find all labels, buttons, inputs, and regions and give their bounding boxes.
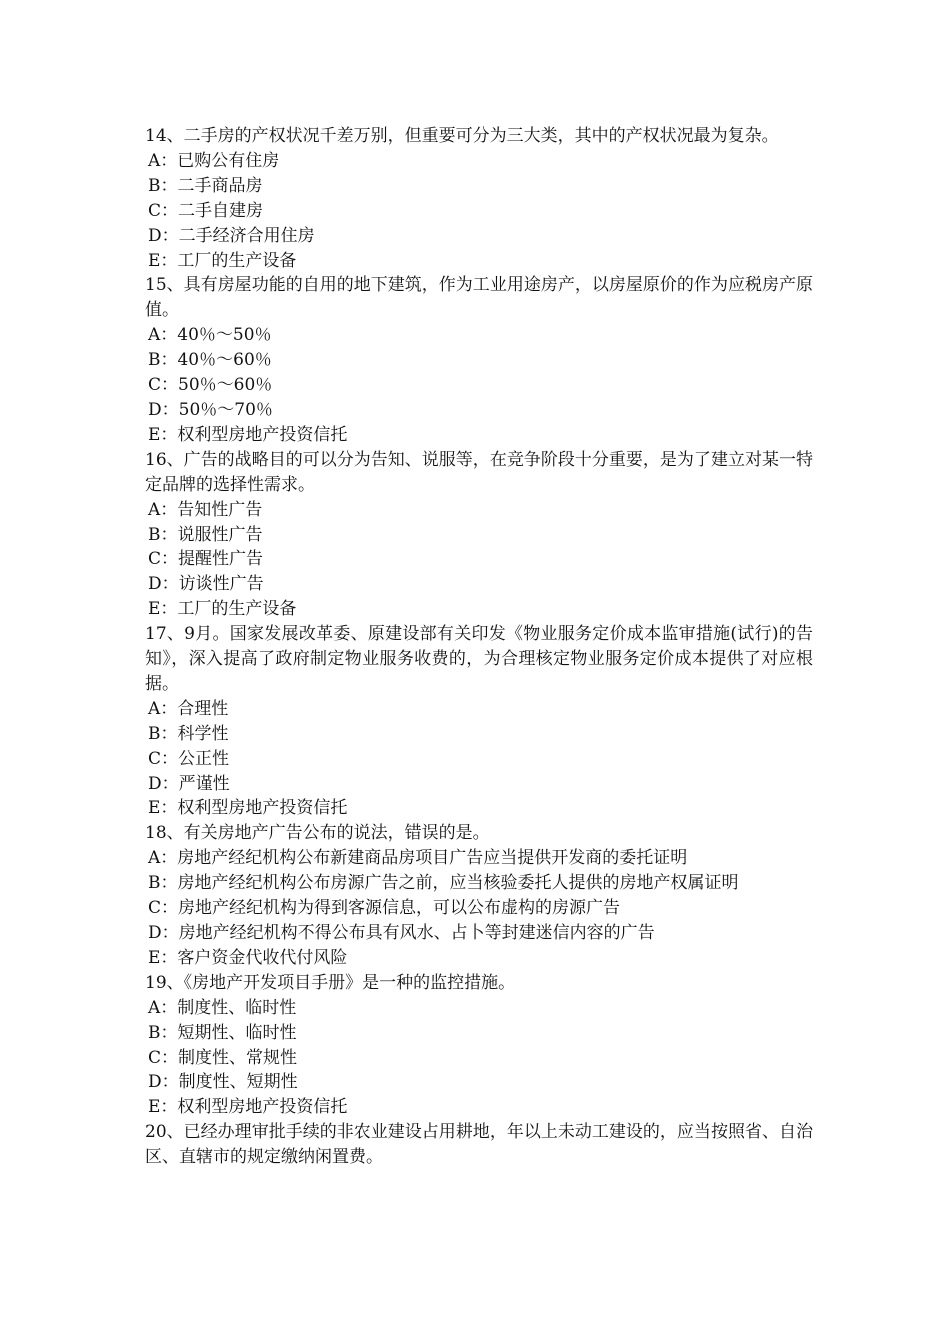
question-text: 14、二手房的产权状况千差万别，但重要可分为三大类，其中的产权状况最为复杂。	[145, 126, 779, 146]
option-e: E：客户资金代收代付风险	[148, 947, 348, 968]
question-text: 17、9月。国家发展改革委、原建设部有关印发《物业服务定价成本监审措施(试行)的告知》，深入提高了政府制定物业服务收费的，为合理核定物业服务定价成本提供了对应根据。	[145, 624, 813, 694]
option-a: A：已购公有住房	[148, 150, 280, 171]
option-c: C：二手自建房	[148, 200, 264, 221]
option-list	[145, 996, 813, 1121]
option-e: E：权利型房地产投资信托	[148, 1097, 348, 1118]
option-b: B：短期性、临时性	[148, 1022, 297, 1043]
option-list	[145, 149, 813, 274]
option-b: B：二手商品房	[148, 175, 263, 196]
question-18	[145, 821, 813, 970]
option-a: A：合理性	[148, 698, 229, 719]
option-a: A：房地产经纪机构公布新建商品房项目广告应当提供开发商的委托证明	[148, 848, 688, 869]
question-text: 18、有关房地产广告公布的说法，错误的是。	[145, 823, 490, 844]
option-b: B：说服性广告	[148, 524, 263, 545]
option-c: C：公正性	[148, 748, 230, 769]
option-c: C：房地产经纪机构为得到客源信息，可以公布虚构的房源广告	[148, 898, 621, 919]
option-list	[145, 498, 813, 623]
question-19	[145, 971, 813, 1120]
question-15	[145, 273, 813, 447]
question-text: 15、具有房屋功能的自用的地下建筑，作为工业用途房产，以房屋原价的作为应税房产原值。	[145, 275, 813, 321]
option-e: E：工厂的生产设备	[148, 599, 297, 620]
option-b: B：房地产经纪机构公布房源广告之前，应当核验委托人提供的房地产权属证明	[148, 873, 739, 894]
option-d: D：50％～70％	[148, 399, 273, 420]
option-a: A：制度性、临时性	[148, 997, 297, 1018]
option-list	[145, 323, 813, 448]
option-c: C：制度性、常规性	[148, 1047, 298, 1068]
document-page	[145, 124, 813, 1170]
option-list	[145, 846, 813, 971]
option-e: E：工厂的生产设备	[148, 250, 297, 271]
option-a: A：40％～50％	[148, 325, 272, 346]
option-d: D：制度性、短期性	[148, 1072, 298, 1093]
option-d: D：二手经济合用住房	[148, 225, 315, 246]
option-list	[145, 697, 813, 822]
option-a: A：告知性广告	[148, 499, 263, 520]
question-16	[145, 448, 813, 622]
option-d: D：严谨性	[148, 773, 230, 794]
question-20	[145, 1120, 813, 1170]
option-d: D：访谈性广告	[148, 574, 264, 595]
option-c: C：提醒性广告	[148, 549, 264, 570]
option-d: D：房地产经纪机构不得公布具有风水、占卜等封建迷信内容的广告	[148, 923, 655, 943]
option-e: E：权利型房地产投资信托	[148, 798, 348, 819]
option-c: C：50％～60％	[148, 375, 273, 396]
option-b: B：科学性	[148, 723, 229, 744]
question-text: 16、广告的战略目的可以分为告知、说服等，在竞争阶段十分重要，是为了建立对某一特定品牌的选择性需求。	[145, 449, 813, 495]
question-14	[145, 124, 813, 273]
question-text: 19、《房地产开发项目手册》是一种的监控措施。	[145, 972, 516, 993]
question-17	[145, 622, 813, 821]
option-e: E：权利型房地产投资信托	[148, 424, 348, 445]
question-text: 20、已经办理审批手续的非农业建设占用耕地，年以上未动工建设的，应当按照省、自治区、直辖市的规定缴纳闲置费。	[145, 1122, 813, 1168]
option-b: B：40％～60％	[148, 350, 272, 371]
